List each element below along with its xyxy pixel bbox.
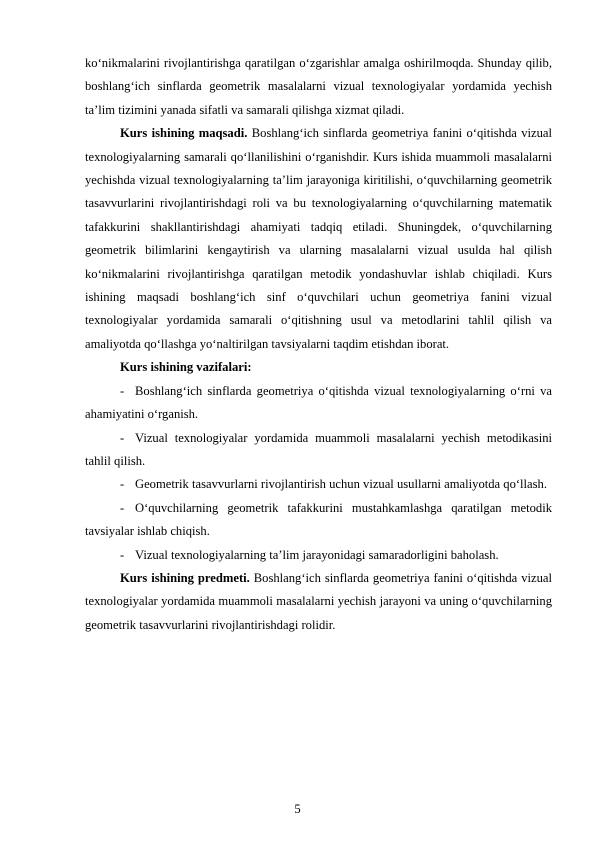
subject-paragraph (85, 567, 552, 637)
list-item-text: O‘quvchilarning geometrik tafakkurini mustahkamlashga qaratilgan metodik tavsiyalar ishlab chiqish. (85, 500, 552, 539)
list-item-text: Geometrik tasavvurlarni rivojlantirish uchun vizual usullarni amaliyotda qo‘llash. (135, 477, 547, 492)
page-number: 5 (294, 802, 301, 816)
tasks-heading: Kurs ishining vazifalari: (120, 360, 252, 375)
intro-paragraph: ko‘nikmalarini rivojlantirishga qaratilgan o‘zgarishlar amalga oshirilmoqda. Shunday qilib, boshlang‘ich sinflarda geometrik masalalarni vizual texnologiyalar yordamida yechish ta’lim tizimini yanada sifatli va samarali qilishga xizmat qiladi. (85, 56, 552, 117)
goal-paragraph (85, 122, 552, 356)
list-item-text: Vizual texnologiyalarning ta’lim jarayonidagi samaradorligini baholash. (135, 547, 499, 562)
list-item (85, 380, 552, 427)
list-item (85, 497, 552, 544)
goal-text: Boshlang‘ich sinflarda geometriya fanini o‘qitishda vizual texnologiyalarning samarali qo‘llanilishini o‘rganishdir. Kurs ishida muammoli masalalarni yechishda vizual texnologiyalarning ta’lim jarayoniga kiritilishi, o‘quvchilarning geometrik tasavvurlarini rivojlantirishdagi roli va bu texnologiyalarning o‘quvchilarning matematik tafakkurini shakllantirishdagi ahamiyati tadqiq etiladi. Shuningdek, o‘quvchilarning geometrik bilimlarini kengaytirish va ularning masalalarni vizual usulda hal qilish ko‘nikmalarini rivojlantirishga qaratilgan metodik yondashuvlar ishlab chiqiladi. Kurs ishining maqsadi boshlang‘ich sinf o‘quvchilari uchun geometriya fanini vizual texnologiyalar yordamida samarali o‘qitishning usul va metodlarini tahlil qilish va amaliyotda qo‘llashga yo‘naltirilgan tavsiyalarni taqdim etishdan iborat. (85, 126, 552, 351)
list-item (85, 427, 552, 474)
dash-bullet: - (120, 477, 125, 492)
goal-heading: Kurs ishining maqsadi. (120, 126, 248, 141)
list-item (85, 473, 552, 496)
subject-text: Boshlang‘ich sinflarda geometriya fanini o‘qitishda vizual texnologiyalar yordamida muammoli masalalarni yechish jarayoni va uning o‘quvchilarning geometrik tasavvurlarini rivojlantirishdagi rolidir. (85, 570, 552, 632)
dash-bullet: - (120, 500, 125, 515)
list-item-text: Boshlang‘ich sinflarda geometriya o‘qitishda vizual texnologiyalarning o‘rni va ahamiyatini o‘rganish. (85, 383, 552, 422)
dash-bullet: - (120, 430, 125, 445)
subject-heading: Kurs ishining predmeti. (120, 570, 250, 585)
list-item (85, 544, 552, 567)
dash-bullet: - (120, 383, 125, 398)
list-item-text: Vizual texnologiyalar yordamida muammoli masalalarni yechish metodikasini tahlil qilish. (85, 430, 552, 468)
document-page (85, 52, 552, 637)
dash-bullet: - (120, 547, 125, 562)
tasks-heading-paragraph (85, 356, 552, 379)
